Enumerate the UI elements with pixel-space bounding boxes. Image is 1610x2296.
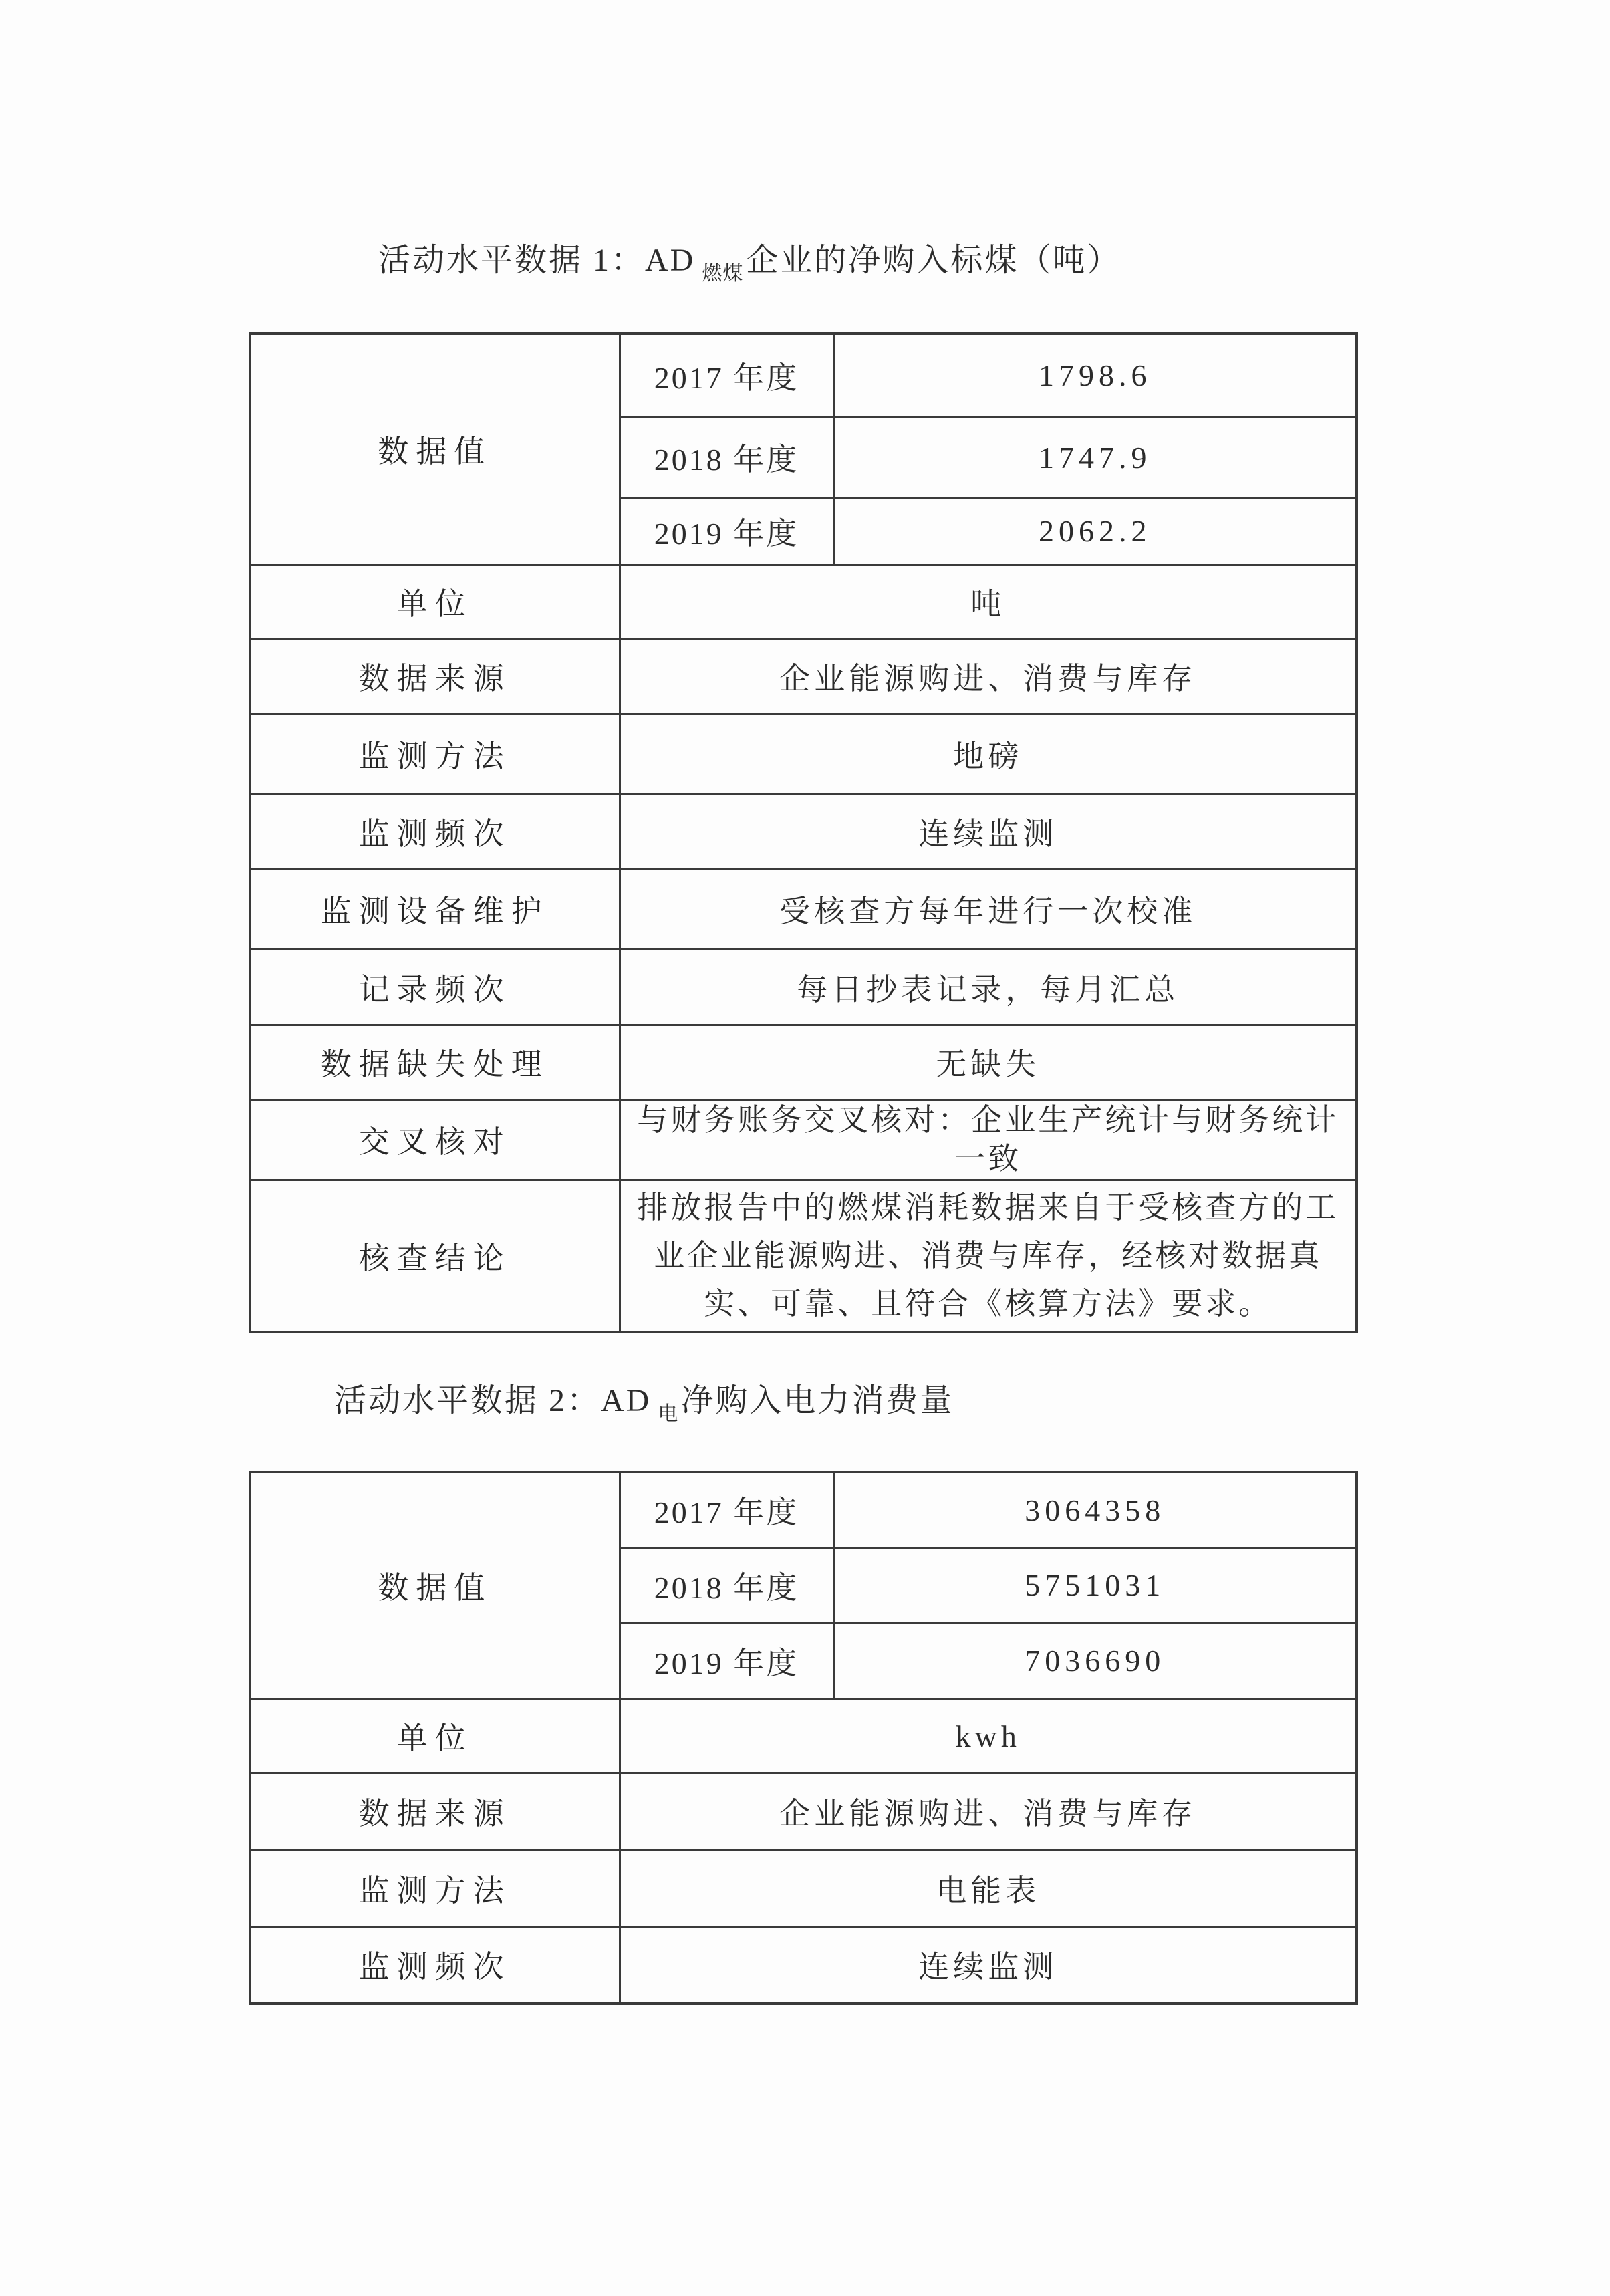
t2-year-cell-2019: 2019 年度 <box>620 1622 833 1699</box>
section1-title-subscript: 燃煤 <box>702 263 744 285</box>
t1-label-cell-data-source: 数据来源 <box>250 638 620 714</box>
section1-title <box>378 234 1121 286</box>
t1-year-cell-2018: 2018 年度 <box>620 417 833 497</box>
t1-label-cell-missing-data-handling: 数据缺失处理 <box>250 1025 620 1100</box>
t1-year-cell-2019: 2019 年度 <box>620 497 833 565</box>
t2-label-cell-data-source: 数据来源 <box>250 1773 620 1849</box>
t2-year-cell-2018: 2018 年度 <box>620 1548 833 1622</box>
t1-label-cell-unit: 单位 <box>250 565 620 638</box>
table-activity-data-1 <box>249 332 1358 1333</box>
section1-title-text: 活动水平数据 1：AD <box>378 243 696 278</box>
t2-label-cell-monitoring-frequency: 监测频次 <box>250 1926 620 2003</box>
t2-value-cell-data-source: 企业能源购进、消费与库存 <box>620 1773 1357 1849</box>
t1-label-cell-equipment-maintenance: 监测设备维护 <box>250 869 620 949</box>
t2-value-cell-monitoring-frequency: 连续监测 <box>620 1926 1357 2003</box>
t1-label-cell-cross-check: 交叉核对 <box>250 1100 620 1180</box>
t2-year-cell-2017: 2017 年度 <box>620 1472 833 1548</box>
section1-title-suffix: 企业的净购入标煤（吨） <box>746 243 1121 278</box>
t1-value-cell-equipment-maintenance: 受核查方每年进行一次校准 <box>620 869 1357 949</box>
t1-value-cell-2018: 1747.9 <box>833 417 1357 497</box>
t2-value-cell-2017: 3064358 <box>833 1472 1357 1548</box>
t1-label-cell-verification-conclusion: 核查结论 <box>250 1180 620 1332</box>
t1-label-cell-monitoring-frequency: 监测频次 <box>250 794 620 869</box>
section2-title <box>334 1374 954 1426</box>
t1-value-cell-verification-conclusion: 排放报告中的燃煤消耗数据来自于受核查方的工业企业能源购进、消费与库存，经核对数据真实、可靠、且符合《核算方法》要求。 <box>620 1180 1357 1332</box>
t1-label-cell-monitoring-method: 监测方法 <box>250 714 620 794</box>
t2-value-cell-2018: 5751031 <box>833 1548 1357 1622</box>
section2-title-suffix: 净购入电力消费量 <box>681 1383 954 1418</box>
t1-value-cell-2019: 2062.2 <box>833 497 1357 565</box>
t2-data-value-header-cell: 数据值 <box>250 1472 620 1699</box>
t1-value-cell-unit: 吨 <box>620 565 1357 638</box>
t1-year-cell-2017: 2017 年度 <box>620 334 833 417</box>
t1-value-cell-cross-check: 与财务账务交叉核对：企业生产统计与财务统计一致 <box>620 1100 1357 1180</box>
t1-label-cell-record-frequency: 记录频次 <box>250 949 620 1025</box>
t1-value-cell-record-frequency: 每日抄表记录，每月汇总 <box>620 949 1357 1025</box>
t1-data-value-header-cell: 数据值 <box>250 334 620 565</box>
section2-title-text: 活动水平数据 2：AD <box>334 1383 652 1418</box>
t2-value-cell-unit: kwh <box>620 1699 1357 1773</box>
section2-title-subscript: 电 <box>658 1403 679 1425</box>
t2-label-cell-unit: 单位 <box>250 1699 620 1773</box>
t2-value-cell-monitoring-method: 电能表 <box>620 1849 1357 1926</box>
t2-label-cell-monitoring-method: 监测方法 <box>250 1849 620 1926</box>
t1-value-cell-data-source: 企业能源购进、消费与库存 <box>620 638 1357 714</box>
t2-value-cell-2019: 7036690 <box>833 1622 1357 1699</box>
t1-value-cell-missing-data-handling: 无缺失 <box>620 1025 1357 1100</box>
t1-value-cell-monitoring-method: 地磅 <box>620 714 1357 794</box>
table-activity-data-2 <box>249 1471 1358 2005</box>
t1-value-cell-2017: 1798.6 <box>833 334 1357 417</box>
t1-value-cell-monitoring-frequency: 连续监测 <box>620 794 1357 869</box>
